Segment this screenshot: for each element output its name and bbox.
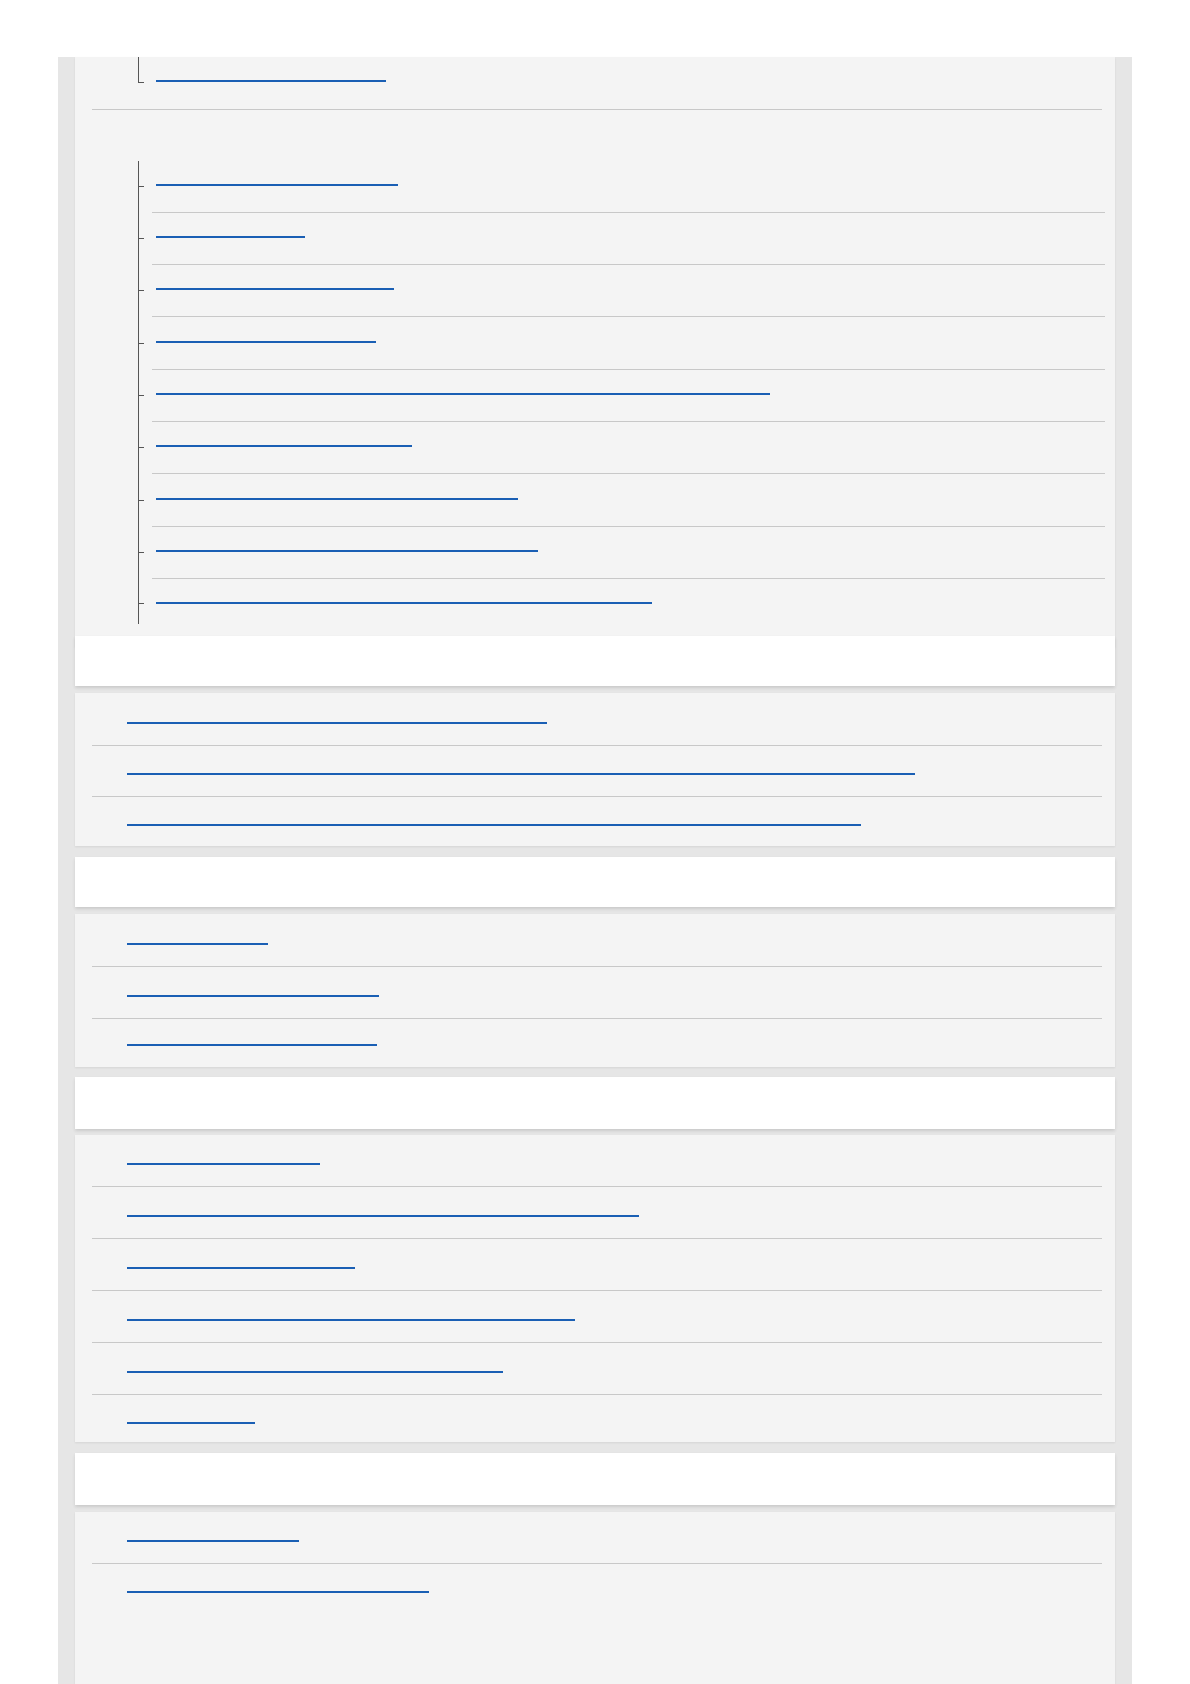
tree-connector (138, 290, 144, 291)
tree-connector (138, 82, 144, 83)
nav-link[interactable] (127, 939, 268, 945)
nav-link[interactable] (127, 1367, 503, 1373)
nav-link[interactable] (127, 820, 861, 826)
tree-connector (138, 447, 144, 448)
nav-link[interactable] (127, 1263, 355, 1269)
divider (152, 578, 1105, 579)
page-background (58, 57, 1132, 1684)
section-header (75, 857, 1115, 907)
tree-connector (138, 238, 144, 239)
tree-connector (138, 343, 144, 344)
tree-connector (138, 500, 144, 501)
divider (152, 526, 1105, 527)
divider (92, 1563, 1102, 1564)
tree-connector (138, 57, 139, 83)
nav-link[interactable] (156, 180, 398, 186)
divider (92, 966, 1102, 967)
nav-link[interactable] (127, 991, 379, 997)
nav-link[interactable] (127, 769, 915, 775)
nav-link[interactable] (156, 76, 386, 82)
nav-link[interactable] (127, 1211, 639, 1217)
divider (152, 264, 1105, 265)
tree-connector (138, 552, 144, 553)
divider (92, 1342, 1102, 1343)
nav-link[interactable] (156, 546, 538, 552)
divider (92, 1290, 1102, 1291)
link-list-panel (75, 914, 1115, 1067)
divider (152, 421, 1105, 422)
nav-link[interactable] (156, 389, 770, 395)
link-list-panel (75, 1135, 1115, 1442)
nav-link[interactable] (127, 1418, 255, 1424)
divider (92, 796, 1102, 797)
link-list-panel (75, 693, 1115, 846)
tree-connector (138, 603, 144, 604)
tree-connector (138, 395, 144, 396)
divider (152, 473, 1105, 474)
nav-link[interactable] (127, 1315, 575, 1321)
tree-connector (138, 186, 144, 187)
nav-link[interactable] (127, 1159, 320, 1165)
nav-link[interactable] (156, 598, 652, 604)
divider (92, 1394, 1102, 1395)
divider (152, 316, 1105, 317)
nav-link[interactable] (127, 1587, 429, 1593)
divider (92, 1018, 1102, 1019)
section-header (75, 1077, 1115, 1129)
nav-link[interactable] (156, 441, 412, 447)
nav-link[interactable] (156, 337, 376, 343)
divider (152, 212, 1105, 213)
nav-link[interactable] (127, 1536, 299, 1542)
tree-panel (75, 57, 1115, 647)
divider (92, 1186, 1102, 1187)
link-list-panel (75, 1512, 1115, 1684)
nav-link[interactable] (127, 1040, 377, 1046)
divider (152, 369, 1105, 370)
divider (92, 1238, 1102, 1239)
nav-link[interactable] (156, 284, 394, 290)
nav-link[interactable] (127, 718, 547, 724)
nav-link[interactable] (156, 232, 305, 238)
nav-link[interactable] (156, 494, 518, 500)
divider (92, 109, 1102, 110)
divider (92, 745, 1102, 746)
tree-connector (138, 161, 139, 624)
section-header (75, 636, 1115, 686)
section-header (75, 1453, 1115, 1505)
